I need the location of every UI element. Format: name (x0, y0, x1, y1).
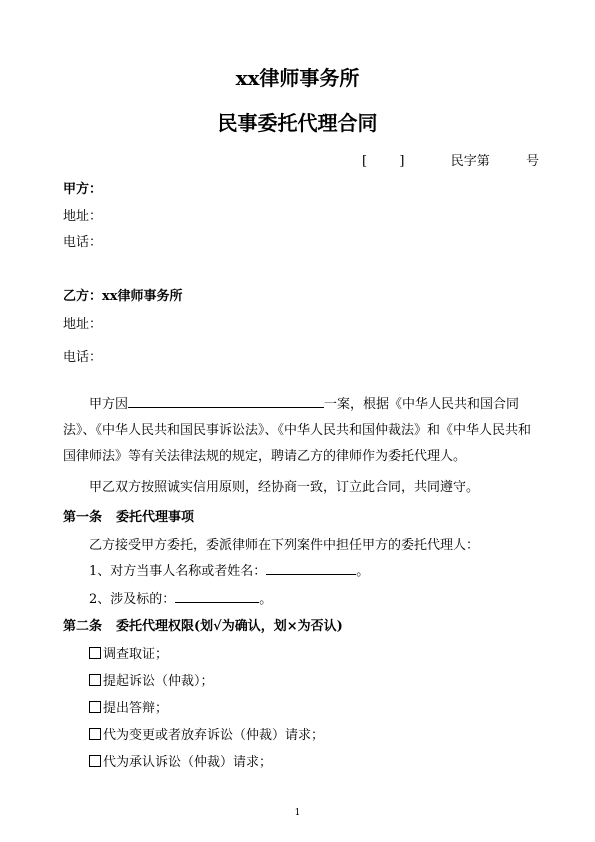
opponent-name-blank (266, 560, 356, 575)
subject-matter-blank (175, 588, 259, 603)
authority-option[interactable] (89, 670, 214, 689)
checkbox[interactable] (89, 674, 101, 686)
authority-option-label: 提出答辩； (103, 701, 169, 716)
authority-option-label: 代为变更或者放弃诉讼（仲裁）请求； (103, 728, 325, 743)
opponent-name-label: 1、对方当事人名称或者姓名： (89, 564, 267, 579)
subject-matter-label: 2、涉及标的： (89, 592, 176, 607)
party-b-label: 乙方：xx律师事务所 (63, 289, 183, 304)
checkbox[interactable] (89, 701, 101, 713)
ref-prefix: 民字第 (450, 154, 490, 169)
ref-bracket-open: [ (362, 154, 368, 169)
party-a-address-label: 地址： (63, 209, 103, 224)
ref-suffix: 号 (526, 154, 540, 169)
firm-title: xx律师事务所 (235, 66, 360, 90)
ref-bracket-close: ] (399, 154, 405, 169)
article-2-number: 第二条 (63, 619, 103, 634)
authority-option[interactable] (89, 724, 324, 743)
intro-paragraph (63, 392, 533, 470)
reference-number (362, 150, 539, 169)
checkbox[interactable] (89, 647, 101, 659)
article-1-item-2 (89, 588, 272, 607)
item-1-end: 。 (356, 564, 370, 579)
party-b-address-label: 地址： (63, 317, 103, 332)
contract-title: 民事委托代理合同 (217, 111, 378, 135)
authority-option-label: 调查取证； (103, 647, 169, 662)
article-1-number: 第一条 (63, 510, 103, 525)
authority-option[interactable] (89, 643, 168, 662)
case-name-blank (128, 393, 324, 408)
checkbox[interactable] (89, 755, 101, 767)
article-2-title: 委托代理权限(划√为确认，划×为否认) (116, 619, 343, 634)
party-a-phone-label: 电话： (63, 235, 103, 250)
party-b-phone-label: 电话： (63, 350, 103, 365)
article-2-heading (63, 615, 343, 634)
authority-option[interactable] (89, 751, 272, 770)
authority-option-label: 代为承认诉讼（仲裁）请求； (103, 755, 273, 770)
authority-option-label: 提起诉讼（仲裁）； (103, 674, 214, 689)
article-1-item-1 (89, 560, 369, 579)
authority-option[interactable] (89, 697, 168, 716)
agreement-paragraph: 甲乙双方按照诚实信用原则，经协商一致，订立此合同，共同遵守。 (89, 480, 480, 495)
page-number: 1 (294, 808, 301, 818)
intro-text-before: 甲方因 (89, 397, 129, 412)
article-1-body: 乙方接受甲方委托，委派律师在下列案件中担任甲方的委托代理人： (89, 538, 480, 553)
party-a-label: 甲方： (63, 182, 103, 197)
checkbox[interactable] (89, 728, 101, 740)
item-2-end: 。 (259, 592, 273, 607)
article-1-title: 委托代理事项 (116, 510, 195, 525)
intro-text-after: 一案，根据《中华人民共和国合同法》、《中华人民共和国民事诉讼法》、《中华人民共和国仲裁法》和《中华人民共和国律师法》等有关法律法规的规定，聘请乙方的律师作为委托代理人。 (63, 397, 532, 464)
article-1-heading (63, 506, 194, 525)
